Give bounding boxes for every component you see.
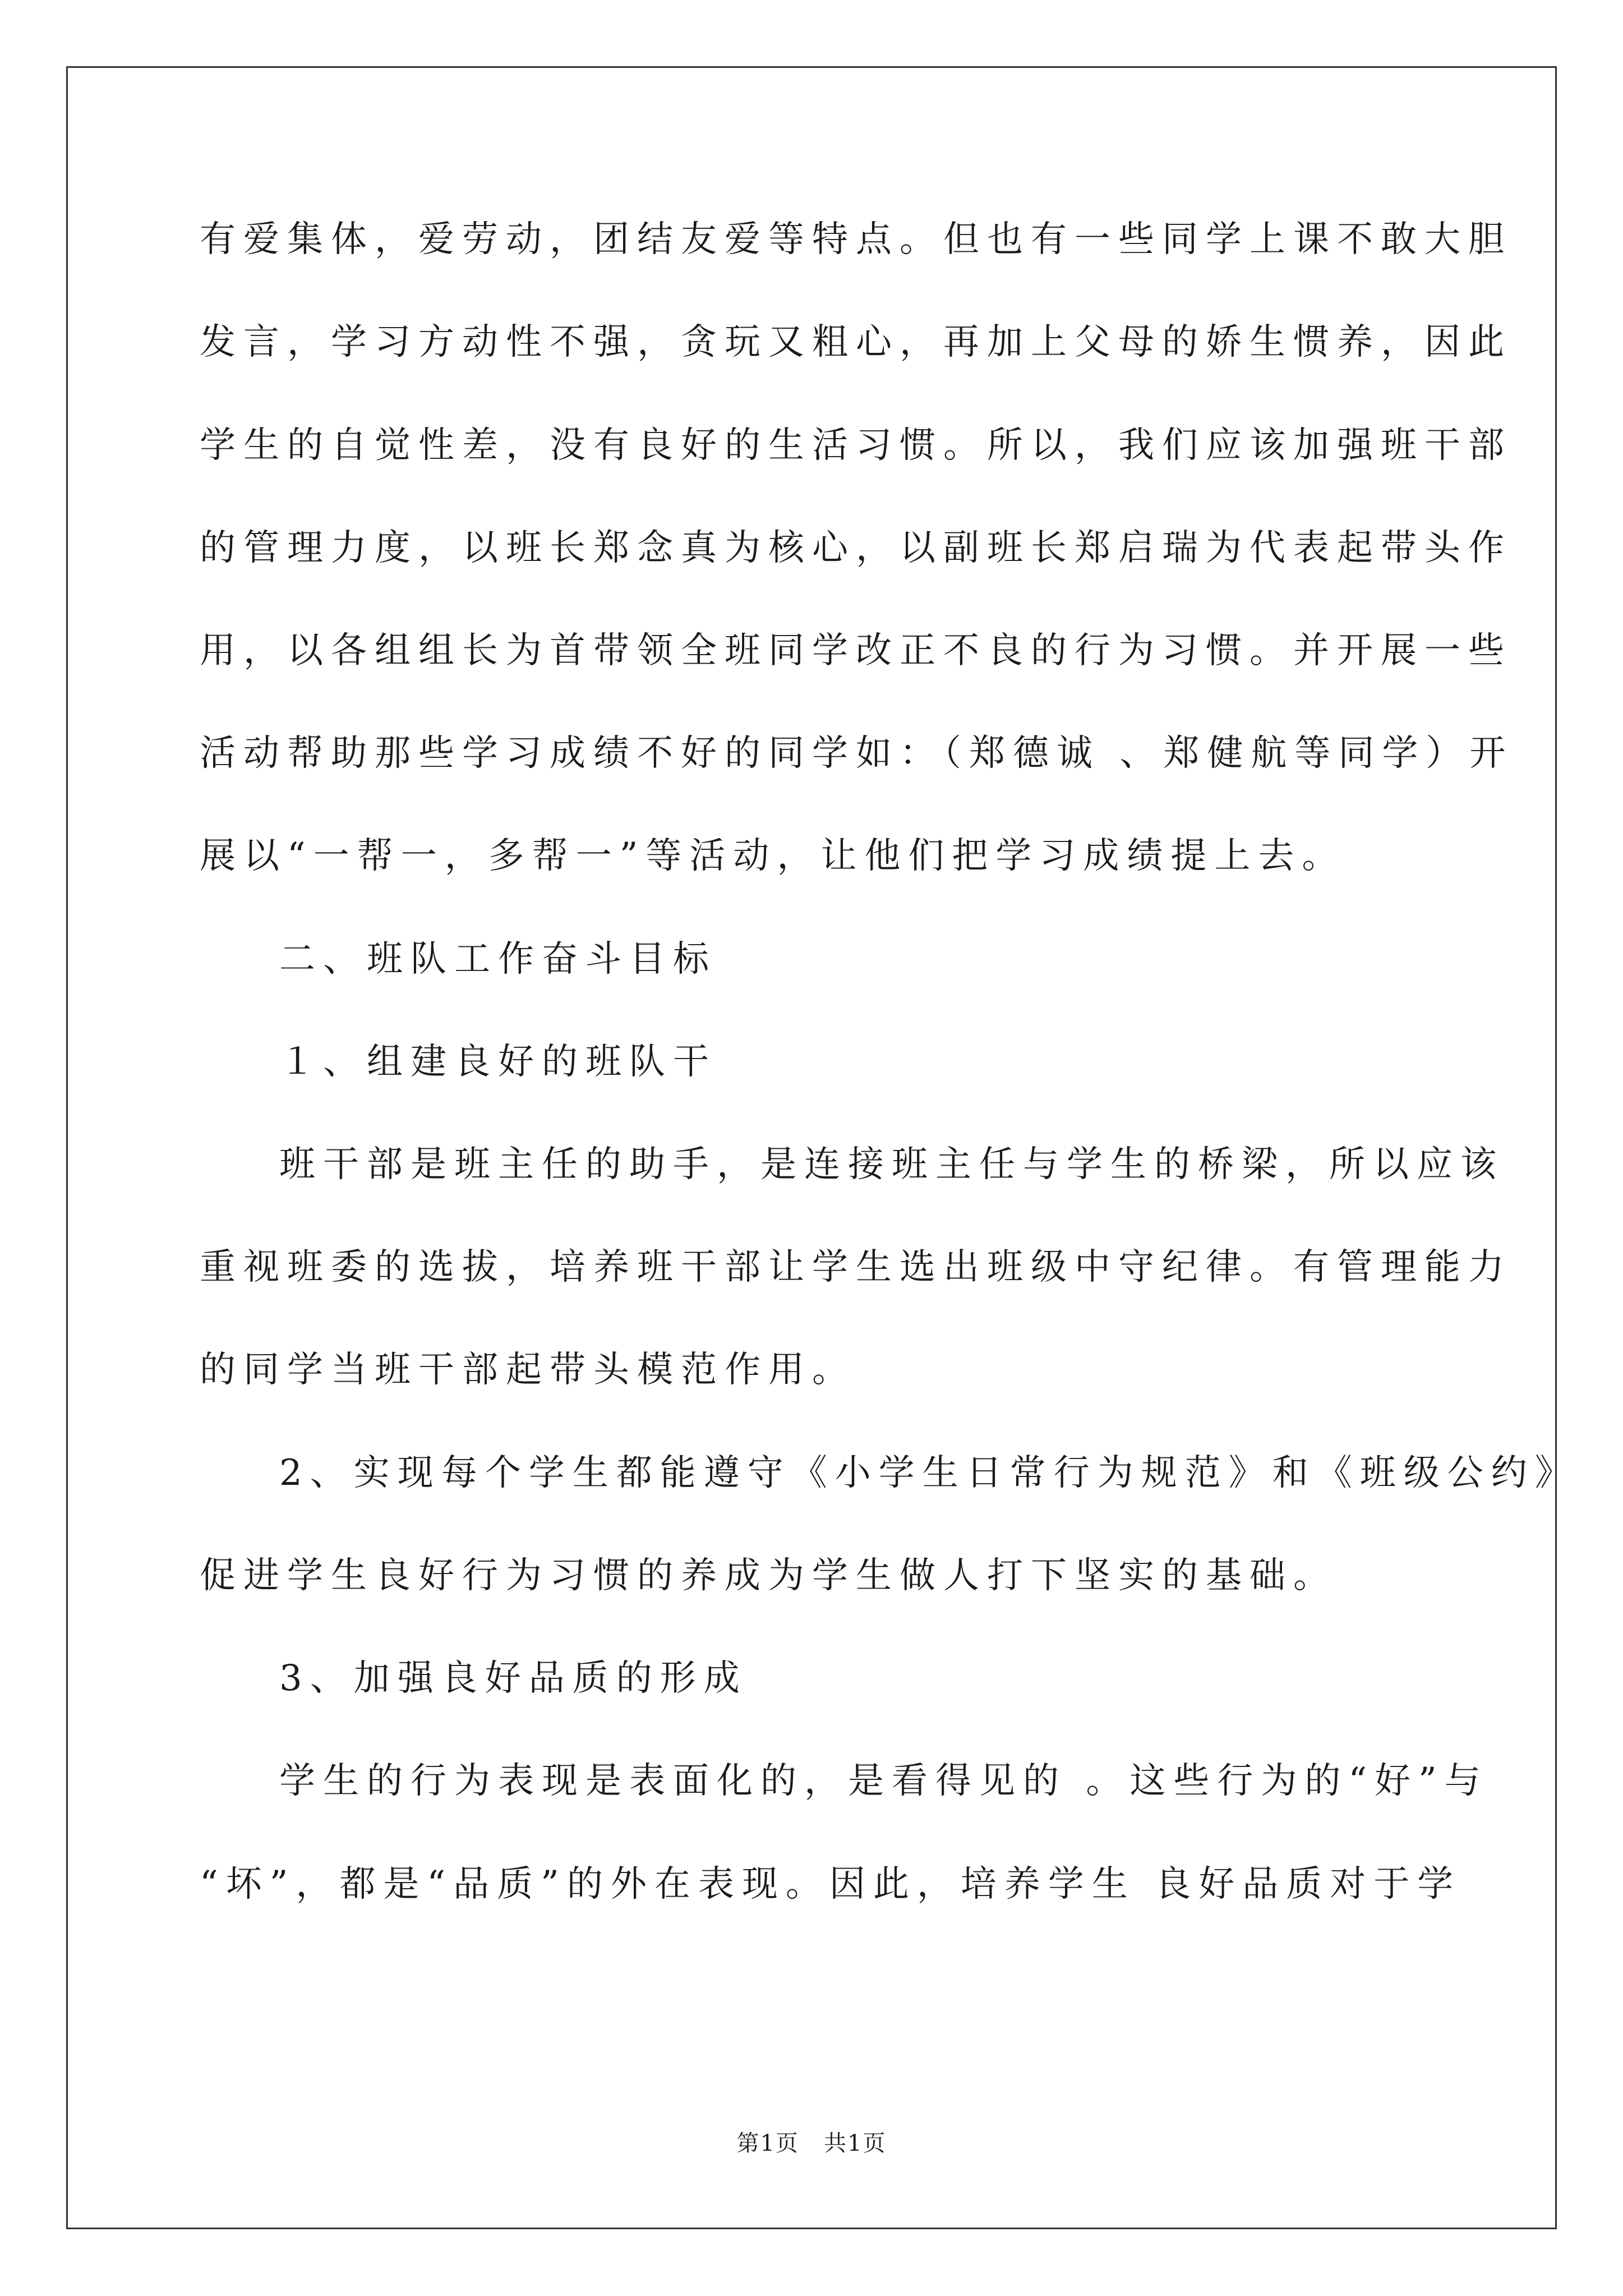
body-text-line: 有爱集体，爱劳动，团结友爱等特点。但也有一些同学上课不敢大胆 [200,219,1512,260]
subsection-heading: 3、加强良好品质的形成 [279,1658,748,1699]
subsection-heading: １、组建良好的班队干 [279,1041,717,1083]
body-text-line: 的管理力度，以班长郑念真为核心，以副班长郑启瑞为代表起带头作 [200,527,1512,569]
body-text-line: 展以“一帮一，多帮一”等活动，让他们把学习成绩提上去。 [200,835,1346,877]
body-text-line: 重视班委的选拔，培养班干部让学生选出班级中守纪律。有管理能力 [200,1246,1512,1288]
body-text-line: 活动帮助那些学习成绩不好的同学如：（郑德诚 、郑健航等同学）开 [200,733,1514,774]
body-text-line: 班干部是班主任的助手，是连接班主任与学生的桥梁，所以应该 [279,1144,1504,1185]
body-text-line: 学生的行为表现是表面化的，是看得见的 。这些行为的“好”与 [279,1760,1488,1802]
section-heading: 二、班队工作奋斗目标 [279,938,717,980]
body-text-line: 用，以各组组长为首带领全班同学改正不良的行为习惯。并开展一些 [200,630,1512,671]
subsection-heading: 2、实现每个学生都能遵守《小学生日常行为规范》和《班级公约》 [279,1452,1579,1494]
body-text-line: “坏”，都是“品质”的外在表现。因此，培养学生 良好品质对于学 [200,1864,1461,1905]
body-text-line: 发言，学习方动性不强，贪玩又粗心，再加上父母的娇生惯养，因此 [200,321,1512,363]
body-text-line: 的同学当班干部起带头模范作用。 [200,1349,856,1391]
body-text-line: 学生的自觉性差，没有良好的生活习惯。所以，我们应该加强班干部 [200,425,1512,466]
page-number-footer: 第1页 共1页 [736,2131,887,2156]
body-text-line: 促进学生良好行为习惯的养成为学生做人打下坚实的基础。 [200,1555,1337,1596]
